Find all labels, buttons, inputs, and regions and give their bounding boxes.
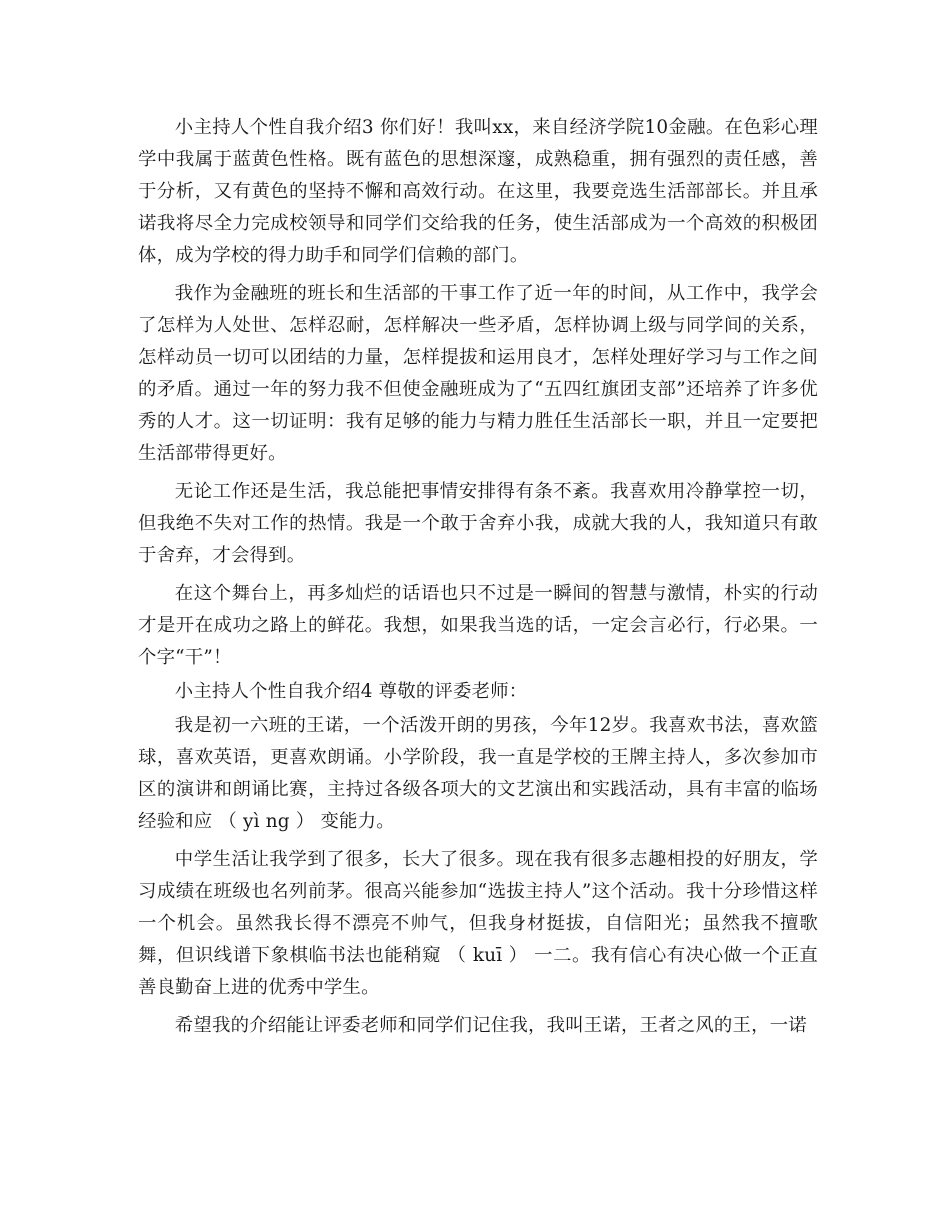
paragraph-intro-4-heading: 小主持人个性自我介绍4 尊敬的评委老师： [174,681,528,702]
paragraph-work-life: 无论工作还是生活，我总能把事情安排得有条不紊。我喜欢用冷静掌控一切，但我绝不失对工作的热情。我是一个敢于舍弃小我，成就大我的人，我知道只有敢于舍弃，才会得到。 [138,481,818,566]
paragraph-stage: 在这个舞台上，再多灿烂的话语也只不过是一瞬间的智慧与激情，朴实的行动才是开在成功之路上的鲜花。我想，如果我当选的话，一定会言必行，行必果。一个字“干”！ [138,583,818,668]
paragraph-intro-3: 小主持人个性自我介绍3 你们好！我叫xx，来自经济学院10金融。在色彩心理学中我属于蓝黄色性格。既有蓝色的思想深邃，成熟稳重，拥有强烈的责任感，善于分析，又有黄色的坚持不懈和高效行动。在这里，我要竞选生活部部长。并且承诺我将尽全力完成校领导和同学们交给我的任务，使生活部成为一个高效的积极团体，成为学校的得力助手和同学们信赖的部门。 [138,117,818,266]
paragraph-closing: 希望我的介绍能让评委老师和同学们记住我，我叫王诺，王者之风的王，一诺 [174,1015,807,1036]
paragraph-self-description: 我是初一六班的王诺，一个活泼开朗的男孩，今年12岁。我喜欢书法，喜欢篮球，喜欢英语，更喜欢朗诵。小学阶段，我一直是学校的王牌主持人，多次参加市区的演讲和朗诵比赛，主持过各级各项大的文艺演出和实践活动，具有丰富的临场经验和应 （ yì ng ） 变能力。 [138,715,818,832]
paragraph-middle-school: 中学生活让我学到了很多，长大了很多。现在我有很多志趣相投的好朋友，学习成绩在班级也名列前茅。很高兴能参加“选拔主持人”这个活动。我十分珍惜这样一个机会。虽然我长得不漂亮不帅气，但我身材挺拔，自信阳光；虽然我不擅歌舞，但识线谱下象棋临书法也能稍窥 （ kuī ） 一二。我有信心有决心做一个正直善良勤奋上进的优秀中学生。 [138,849,818,998]
document-body [138,112,818,1042]
paragraph-experience: 我作为金融班的班长和生活部的干事工作了近一年的时间，从工作中，我学会了怎样为人处世、怎样忍耐，怎样解决一些矛盾，怎样协调上级与同学间的关系，怎样动员一切可以团结的力量，怎样提拔和运用良才，怎样处理好学习与工作之间的矛盾。通过一年的努力我不但使金融班成为了“五四红旗团支部”还培养了许多优秀的人才。这一切证明：我有足够的能力与精力胜任生活部长一职，并且一定要把生活部带得更好。 [138,283,818,464]
